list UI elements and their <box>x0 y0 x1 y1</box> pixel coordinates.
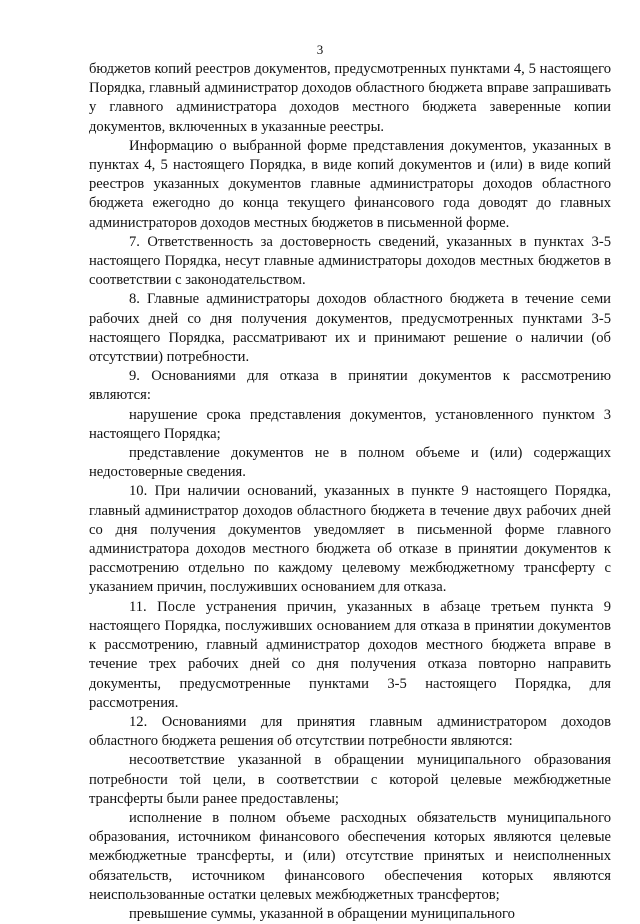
paragraph-item-8: 8. Главные администраторы доходов областного бюджета в течение семи рабочих дней со дня получения документов, предусмотренных пунктами 3-5 настоящего Порядка, рассматривают их и принимают решение о наличии (об отсутствии) потребности. <box>89 291 611 366</box>
paragraph-item-12: 12. Основаниями для принятия главным администратором доходов областного бюджета решения об отсутствии потребности являются: <box>89 713 611 750</box>
paragraph-item-9: 9. Основаниями для отказа в принятии документов к рассмотрению являются: <box>89 368 611 404</box>
paragraph-document-form: Информацию о выбранной форме представления документов, указанных в пунктах 4, 5 настоящего Порядка, в виде копий документов и (или) в виде копий реестров указанных документов главные администраторы доходов областного бюджета ежегодно до конца текущего финансового года доводят до главных администраторов доходов местных бюджетов в письменной форме. <box>89 137 611 231</box>
paragraph-item-9-reason-2: представление документов не в полном объеме и (или) содержащих недостоверные сведения. <box>89 445 611 481</box>
paragraph-item-12-reason-2: исполнение в полном объеме расходных обязательств муниципального образования, источником финансового обеспечения которых являются целевые межбюджетные трансферты, и (или) отсутствие принятых и неисполненных обязательств, источником финансового обеспечения которых являются неиспользованные остатки целевых межбюджетных трансфертов; <box>89 809 611 903</box>
paragraph-item-12-reason-3: превышение суммы, указанной в обращении муниципального <box>129 905 515 922</box>
paragraph-item-9-reason-1: нарушение срока представления документов, установленного пунктом 3 настоящего Порядка; <box>89 406 611 442</box>
paragraph-item-10: 10. При наличии оснований, указанных в пункте 9 настоящего Порядка, главный администратор доходов областного бюджета в течение двух рабочих дней со дня получения документов уведомляет в письменной форме главного администратора доходов местного бюджета об отказе в принятии документов к рассмотрению отдельно по каждому целевому межбюджетному трансферту с указанием причин, послуживших основанием для отказа. <box>89 483 611 596</box>
paragraph-continuation: бюджетов копий реестров документов, предусмотренных пунктами 4, 5 настоящего Порядка, главный администратор доходов областного бюджета вправе запрашивать у главного администратора доходов местного бюджета заверенные копии документов, включенных в указанные реестры. <box>89 61 611 135</box>
page-number: 3 <box>316 42 324 57</box>
paragraph-item-7: 7. Ответственность за достоверность сведений, указанных в пунктах 3-5 настоящего Порядка, несут главные администраторы доходов местных бюджетов в соответствии с законодательством. <box>89 233 611 289</box>
paragraph-item-12-reason-1: несоответствие указанной в обращении муниципального образования потребности той цели, в соответствии с которой целевые межбюджетные трансферты были ранее предоставлены; <box>89 752 611 807</box>
document-body <box>89 60 611 924</box>
paragraph-item-11: 11. После устранения причин, указанных в абзаце третьем пункта 9 настоящего Порядка, послуживших основанием для отказа в принятии документов к рассмотрению, главный администратор доходов местного бюджета вправе в течение трех рабочих дней со дня получения отказа повторно направить документы, предусмотренные пунктами 3-5 настоящего Порядка, для рассмотрения. <box>89 598 611 711</box>
